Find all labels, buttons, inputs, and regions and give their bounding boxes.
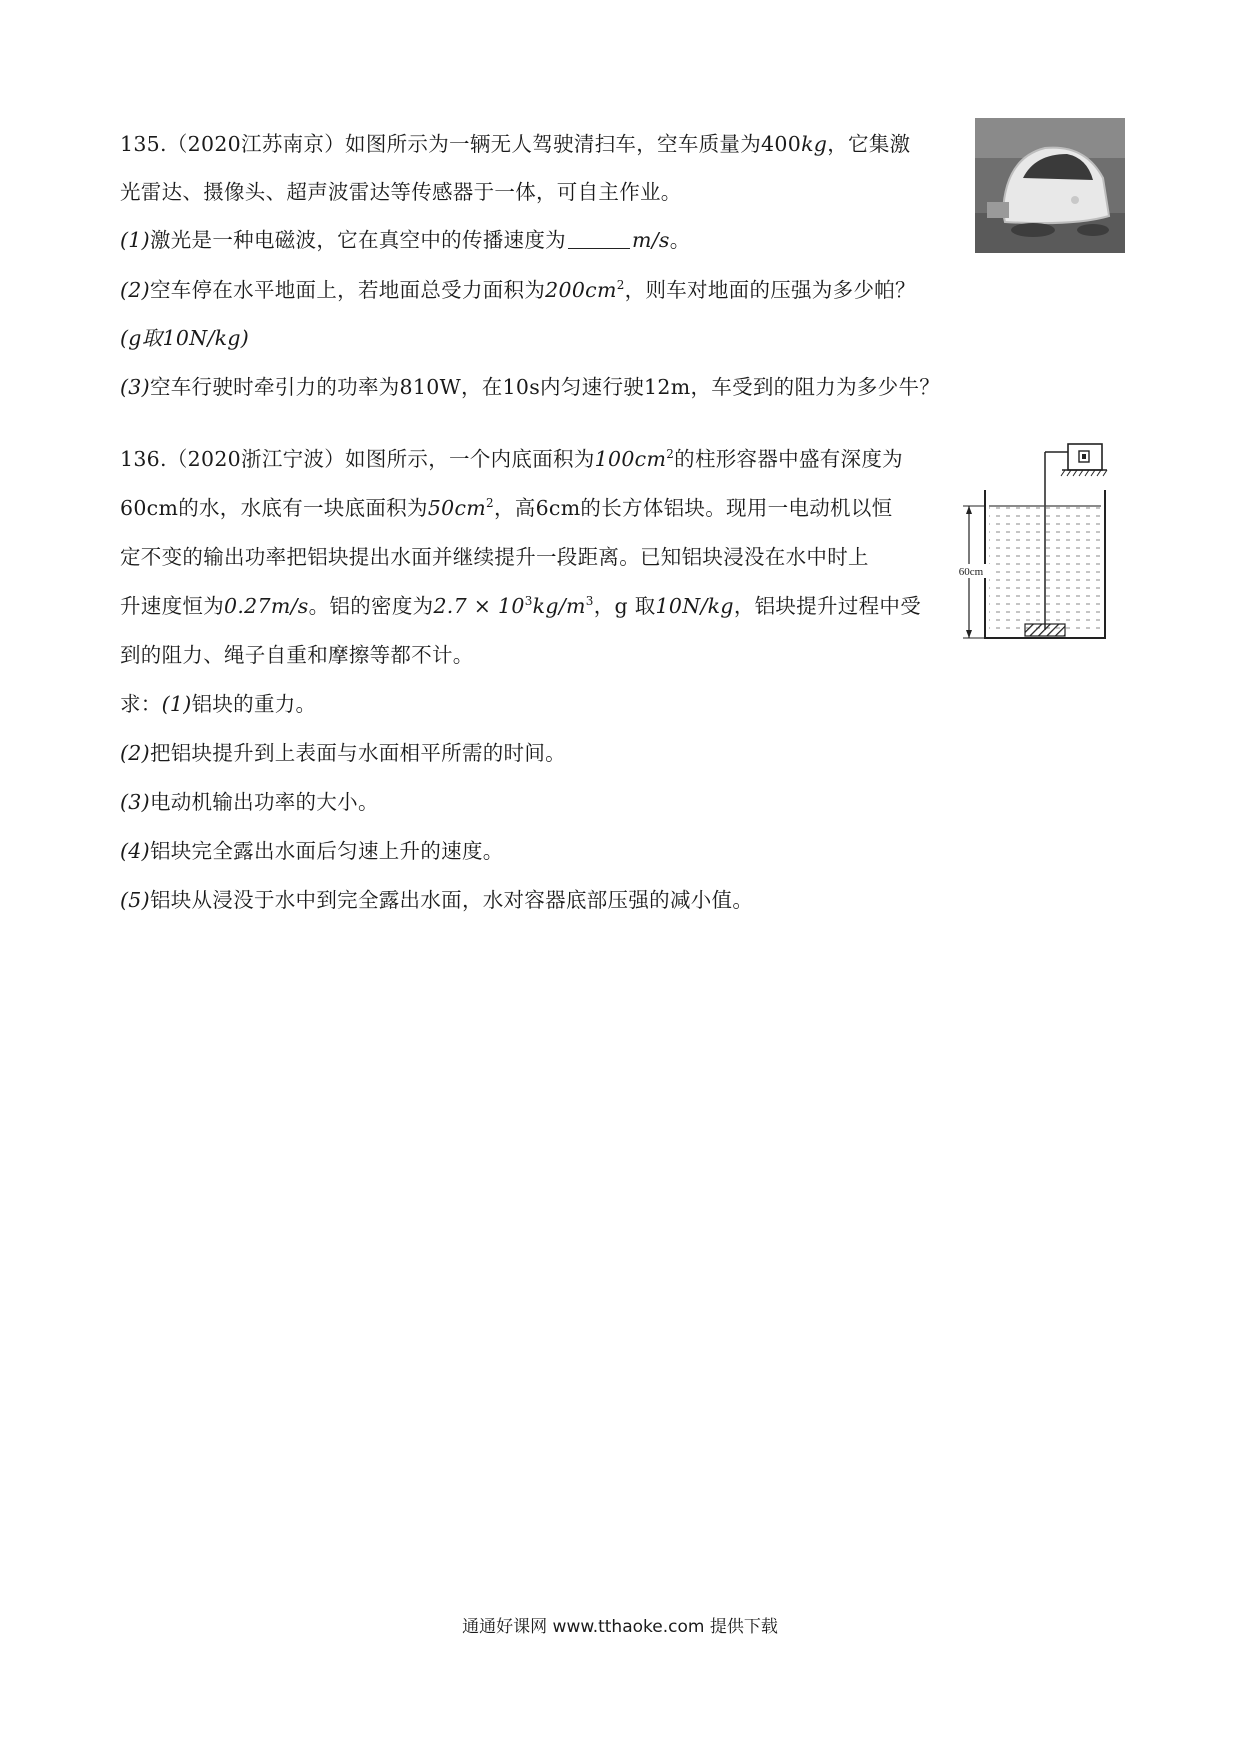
answer-blank[interactable]: [568, 230, 630, 249]
q136-sub-4: (4)铝块完全露出水面后匀速上升的速度。: [120, 839, 504, 863]
q136-sub-5: (5)铝块从浸没于水中到完全露出水面，水对容器底部压强的减小值。: [120, 888, 754, 912]
container-diagram: [945, 440, 1125, 660]
depth-label: 60cm: [958, 566, 984, 578]
q136-line-4: 升速度恒为0.27m/s。铝的密度为$2.7 \times 10^3kg/m^3$，g 取10N/kg，铝块提升过程中受: [120, 594, 922, 618]
q135-part-2: (2)空车停在水平地面上，若地面总受力面积为$200cm^2$，则车对地面的压强为多少帕？: [120, 278, 916, 302]
q136-line-2: 60cm的水，水底有一块底面积为$50cm^2$，高6cm的长方体铝块。现用一电动机以恒: [120, 496, 893, 520]
q136-sub-3: (3)电动机输出功率的大小。: [120, 790, 379, 814]
question-number: 136.: [120, 447, 167, 471]
sweeper-car-photo: [975, 118, 1125, 253]
q135-part-2-g: (g取10N/kg): [120, 326, 250, 350]
q136-line-1: 136.（2020浙江宁波）如图所示，一个内底面积为$100cm^2$的柱形容器中盛有深度为: [120, 447, 903, 471]
q136-line-5: 到的阻力、绳子自重和摩擦等都不计。: [120, 643, 474, 667]
question-source: （2020江苏南京）: [166, 132, 346, 156]
q136-sub-1: 求：(1)铝块的重力。: [120, 692, 317, 716]
q136-sub-2: (2)把铝块提升到上表面与水面相平所需的时间。: [120, 741, 566, 765]
question-source: （2020浙江宁波）: [166, 447, 346, 471]
aluminum-block: [1025, 624, 1065, 636]
q135-line-2: 光雷达、摄像头、超声波雷达等传感器于一体，可自主作业。: [120, 180, 682, 204]
q136-line-3: 定不变的输出功率把铝块提出水面并继续提升一段距离。已知铝块浸没在水中时上: [120, 545, 869, 569]
question-number: 135.: [120, 132, 167, 156]
q135-part-1: (1)激光是一种电磁波，它在真空中的传播速度为 m/s。: [120, 228, 691, 252]
q135-part-3: (3)空车行驶时牵引力的功率为810W，在10s内匀速行驶12m，车受到的阻力为多少牛？: [120, 375, 941, 399]
q135-line-1: 135.（2020江苏南京）如图所示为一辆无人驾驶清扫车，空车质量为400kg，它集激: [120, 132, 911, 156]
page-footer: 通通好课网 www.tthaoke.com 提供下载: [462, 1617, 778, 1637]
